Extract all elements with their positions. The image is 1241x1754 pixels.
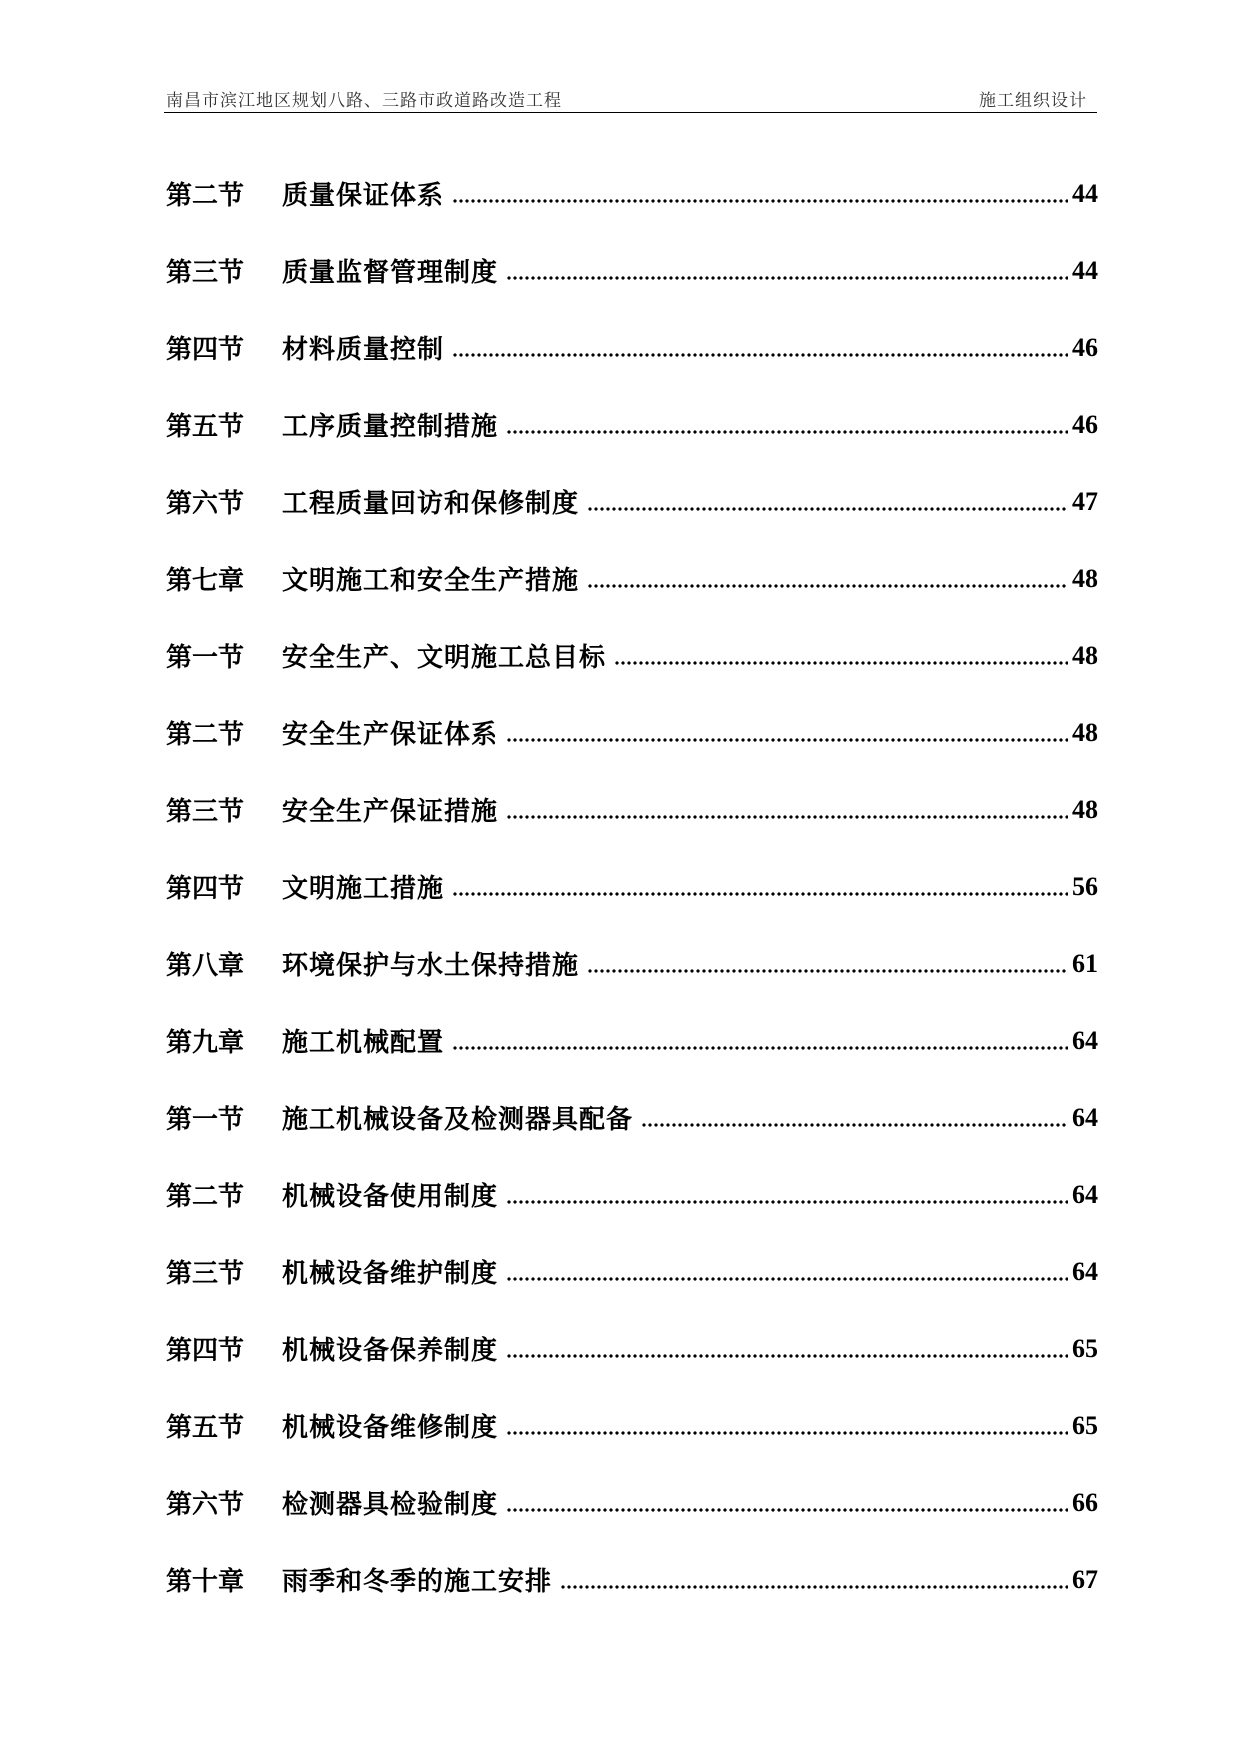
toc-entry-title: 工序质量控制措施 xyxy=(282,412,499,442)
toc-entry-page: 64 xyxy=(1072,1256,1098,1286)
header-project-title: 南昌市滨江地区规划八路、三路市政道路改造工程 xyxy=(166,91,562,111)
dot-leader xyxy=(452,353,1068,357)
dot-leader xyxy=(506,815,1068,819)
toc-entry-number: 第九章 xyxy=(166,1028,245,1058)
toc-entry-page: 64 xyxy=(1072,1179,1098,1209)
toc-entry-number: 第四节 xyxy=(166,874,245,904)
dot-leader xyxy=(452,892,1068,896)
toc-entry-title: 工程质量回访和保修制度 xyxy=(282,489,580,519)
toc-entry-page: 66 xyxy=(1072,1487,1098,1517)
dot-leader xyxy=(506,1200,1068,1204)
toc-entry[interactable] xyxy=(166,1002,1098,1079)
toc-entry[interactable] xyxy=(166,771,1098,848)
toc-entry-page: 47 xyxy=(1072,486,1098,516)
toc-entry-number: 第二节 xyxy=(166,181,245,211)
toc-entry-page: 48 xyxy=(1072,640,1098,670)
toc-entry-number: 第四节 xyxy=(166,335,245,365)
toc-entry-page: 46 xyxy=(1072,409,1098,439)
toc-entry-title: 施工机械配置 xyxy=(282,1028,445,1058)
toc-entry-number: 第四节 xyxy=(166,1336,245,1366)
dot-leader xyxy=(560,1585,1068,1589)
toc-entry-title: 机械设备使用制度 xyxy=(282,1182,499,1212)
dot-leader xyxy=(614,661,1068,665)
toc-entry-page: 44 xyxy=(1072,178,1098,208)
dot-leader xyxy=(506,1277,1068,1281)
toc-entry-page: 56 xyxy=(1072,871,1098,901)
toc-entry[interactable] xyxy=(166,155,1098,232)
dot-leader xyxy=(587,969,1068,973)
toc-entry[interactable] xyxy=(166,1541,1098,1618)
toc-entry-number: 第二节 xyxy=(166,1182,245,1212)
toc-entry-title: 检测器具检验制度 xyxy=(282,1490,499,1520)
toc-entry[interactable] xyxy=(166,1233,1098,1310)
dot-leader xyxy=(641,1123,1068,1127)
toc-entry[interactable] xyxy=(166,1156,1098,1233)
toc-entry-page: 48 xyxy=(1072,563,1098,593)
dot-leader xyxy=(506,1508,1068,1512)
toc-entry-title: 施工机械设备及检测器具配备 xyxy=(282,1105,634,1135)
toc-entry-title: 机械设备维护制度 xyxy=(282,1259,499,1289)
toc-entry[interactable] xyxy=(166,1079,1098,1156)
toc-entry-title: 材料质量控制 xyxy=(282,335,445,365)
toc-entry-title: 质量监督管理制度 xyxy=(282,258,499,288)
dot-leader xyxy=(452,1046,1068,1050)
toc-entry-page: 64 xyxy=(1072,1025,1098,1055)
toc-entry-page: 48 xyxy=(1072,717,1098,747)
toc-entry-page: 46 xyxy=(1072,332,1098,362)
toc-entry-title: 安全生产保证措施 xyxy=(282,797,499,827)
toc-entry-page: 65 xyxy=(1072,1333,1098,1363)
toc-entry-title: 安全生产保证体系 xyxy=(282,720,499,750)
toc-entry-number: 第十章 xyxy=(166,1567,245,1597)
toc-entry-number: 第八章 xyxy=(166,951,245,981)
dot-leader xyxy=(506,1431,1068,1435)
toc-entry[interactable] xyxy=(166,694,1098,771)
toc-entry-title: 安全生产、文明施工总目标 xyxy=(282,643,607,673)
toc-entry-page: 65 xyxy=(1072,1410,1098,1440)
toc-entry[interactable] xyxy=(166,848,1098,925)
toc-entry-number: 第七章 xyxy=(166,566,245,596)
toc-entry-title: 文明施工措施 xyxy=(282,874,445,904)
toc-entry-page: 67 xyxy=(1072,1564,1098,1594)
toc-entry[interactable] xyxy=(166,540,1098,617)
toc-entry-title: 雨季和冬季的施工安排 xyxy=(282,1567,553,1597)
toc-entry-page: 48 xyxy=(1072,794,1098,824)
toc-entry[interactable] xyxy=(166,617,1098,694)
dot-leader xyxy=(506,738,1068,742)
toc-entry[interactable] xyxy=(166,232,1098,309)
page-header xyxy=(164,86,1097,113)
header-document-type: 施工组织设计 xyxy=(979,91,1087,111)
toc-entry[interactable] xyxy=(166,463,1098,540)
toc-entry-number: 第六节 xyxy=(166,489,245,519)
toc-entry-title: 文明施工和安全生产措施 xyxy=(282,566,580,596)
toc-entry-number: 第六节 xyxy=(166,1490,245,1520)
toc-entry[interactable] xyxy=(166,309,1098,386)
toc-entry-title: 质量保证体系 xyxy=(282,181,445,211)
toc-entry[interactable] xyxy=(166,1310,1098,1387)
toc-entry-title: 机械设备保养制度 xyxy=(282,1336,499,1366)
toc-entry-number: 第五节 xyxy=(166,1413,245,1443)
dot-leader xyxy=(506,430,1068,434)
toc-entry-number: 第一节 xyxy=(166,643,245,673)
toc-entry[interactable] xyxy=(166,1387,1098,1464)
dot-leader xyxy=(506,276,1068,280)
dot-leader xyxy=(587,507,1068,511)
toc-entry-title: 环境保护与水土保持措施 xyxy=(282,951,580,981)
toc-entry-number: 第三节 xyxy=(166,258,245,288)
toc-entry-number: 第三节 xyxy=(166,797,245,827)
toc-entry-page: 64 xyxy=(1072,1102,1098,1132)
toc-entry-number: 第一节 xyxy=(166,1105,245,1135)
toc-entry[interactable] xyxy=(166,386,1098,463)
dot-leader xyxy=(587,584,1068,588)
dot-leader xyxy=(452,199,1068,203)
toc-entry-page: 44 xyxy=(1072,255,1098,285)
toc-entry-page: 61 xyxy=(1072,948,1098,978)
toc-entry[interactable] xyxy=(166,925,1098,1002)
table-of-contents xyxy=(166,155,1098,1618)
toc-entry-number: 第三节 xyxy=(166,1259,245,1289)
dot-leader xyxy=(506,1354,1068,1358)
toc-entry[interactable] xyxy=(166,1464,1098,1541)
toc-entry-number: 第五节 xyxy=(166,412,245,442)
toc-entry-number: 第二节 xyxy=(166,720,245,750)
toc-entry-title: 机械设备维修制度 xyxy=(282,1413,499,1443)
